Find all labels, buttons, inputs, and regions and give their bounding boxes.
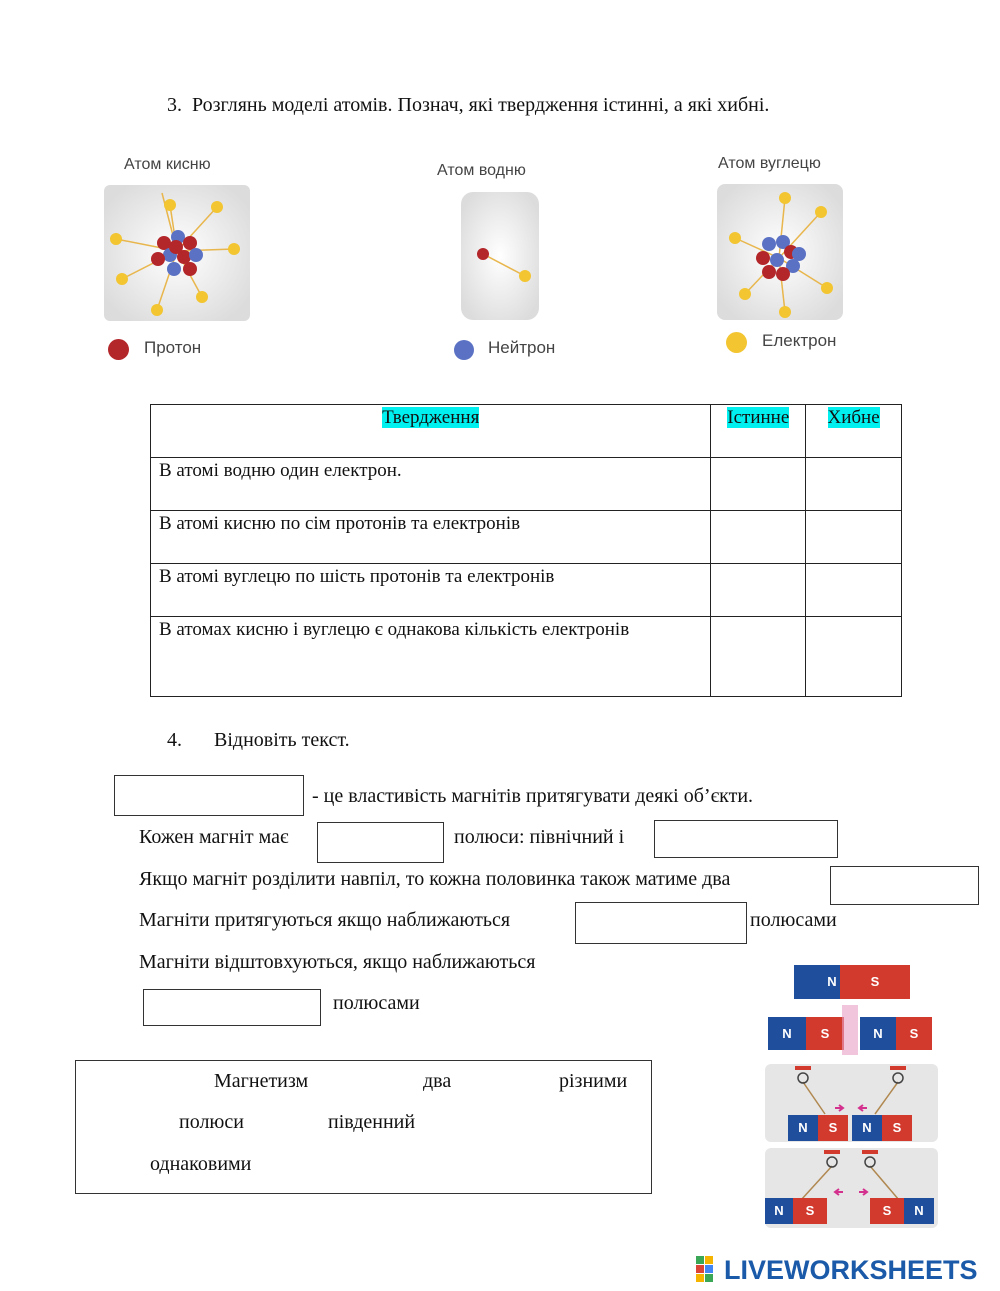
split-magnet-north-2: N bbox=[860, 1017, 896, 1050]
hydrogen-atom-image bbox=[461, 192, 539, 320]
split-magnet-north-1: N bbox=[768, 1017, 806, 1050]
header-statement: Твердження bbox=[382, 407, 480, 428]
repel-north-1: N bbox=[765, 1198, 793, 1224]
answer-field-3[interactable] bbox=[654, 820, 838, 858]
attract-south-1: S bbox=[818, 1115, 848, 1141]
answer-field-1[interactable] bbox=[114, 775, 304, 816]
statement-cell: В атомі вуглецю по шість протонів та електронів bbox=[151, 564, 711, 617]
fill-line-5: Магніти відштовхуються, якщо наближаються bbox=[139, 951, 536, 973]
liveworksheets-logo-icon bbox=[696, 1256, 722, 1284]
true-answer-cell[interactable] bbox=[711, 511, 806, 564]
neutron-legend-dot bbox=[454, 340, 474, 360]
fill-line-1: - це властивість магнітів притягувати деякі об’єкти. bbox=[312, 785, 754, 807]
false-answer-cell[interactable] bbox=[806, 511, 902, 564]
question-3-title bbox=[167, 94, 769, 117]
liveworksheets-logo bbox=[696, 1255, 978, 1285]
question-4-text: Відновіть текст. bbox=[214, 729, 350, 751]
word-bank-item[interactable]: полюси bbox=[179, 1111, 244, 1133]
fill-line-4a: Магніти притягуються якщо наближаються bbox=[139, 909, 511, 931]
fill-line-6: полюсами bbox=[333, 992, 420, 1014]
word-bank-item[interactable]: різними bbox=[559, 1070, 628, 1092]
carbon-atom-image bbox=[717, 184, 843, 320]
neutron-legend-label: Нейтрон bbox=[488, 338, 556, 357]
magnet-south-pole: S bbox=[840, 965, 910, 999]
split-magnet-south-1: S bbox=[806, 1017, 844, 1050]
answer-field-2[interactable] bbox=[317, 822, 444, 863]
question-3-number: 3. bbox=[167, 94, 182, 116]
magnet-north-pole: N bbox=[794, 965, 870, 999]
word-bank bbox=[75, 1060, 652, 1194]
proton-legend-dot bbox=[108, 339, 129, 360]
true-answer-cell[interactable] bbox=[711, 617, 806, 697]
table-row bbox=[151, 511, 902, 564]
table-row bbox=[151, 564, 902, 617]
proton-legend-label: Протон bbox=[144, 338, 202, 357]
fill-line-3: Якщо магніт розділити навпіл, то кожна половинка також матиме два bbox=[139, 868, 731, 890]
repel-north-2: N bbox=[904, 1198, 934, 1224]
electron-legend-label: Електрон bbox=[762, 331, 837, 350]
statement-cell: В атомах кисню і вуглецю є однакова кількість електронів bbox=[151, 617, 711, 697]
attract-north-1: N bbox=[788, 1115, 818, 1141]
header-true: Істинне bbox=[727, 407, 790, 428]
atom-label-hydrogen: Атом водню bbox=[437, 162, 526, 179]
answer-field-4[interactable] bbox=[830, 866, 979, 905]
table-header-row bbox=[151, 405, 902, 458]
electron-legend-dot bbox=[726, 332, 747, 353]
atom-label-oxygen: Атом кисню bbox=[124, 156, 211, 173]
statements-table bbox=[150, 404, 902, 697]
repel-south-2: S bbox=[870, 1198, 904, 1224]
statement-cell: В атомі кисню по сім протонів та електронів bbox=[151, 511, 711, 564]
word-bank-item[interactable]: південний bbox=[328, 1111, 416, 1133]
answer-field-5[interactable] bbox=[575, 902, 747, 944]
oxygen-atom-image bbox=[104, 185, 250, 321]
header-false: Хибне bbox=[827, 407, 880, 428]
question-3-text: Розглянь моделі атомів. Познач, які твердження істинні, а які хибні. bbox=[192, 94, 770, 116]
split-plane bbox=[842, 1005, 858, 1055]
attract-south-2: S bbox=[882, 1115, 912, 1141]
question-4-number: 4. bbox=[167, 729, 182, 751]
word-bank-item[interactable]: однаковими bbox=[150, 1153, 252, 1175]
word-bank-item[interactable]: Магнетизм bbox=[214, 1070, 309, 1092]
table-row bbox=[151, 617, 902, 697]
attract-north-2: N bbox=[852, 1115, 882, 1141]
logo-text: LIVEWORKSHEETS bbox=[724, 1254, 978, 1285]
question-4-title bbox=[167, 729, 350, 752]
answer-field-6[interactable] bbox=[143, 989, 321, 1026]
statement-cell: В атомі водню один електрон. bbox=[151, 458, 711, 511]
true-answer-cell[interactable] bbox=[711, 458, 806, 511]
fill-line-2a: Кожен магніт має bbox=[139, 826, 289, 848]
magnets-illustration bbox=[760, 960, 940, 1230]
true-answer-cell[interactable] bbox=[711, 564, 806, 617]
table-row bbox=[151, 458, 902, 511]
fill-line-4b: полюсами bbox=[750, 909, 837, 931]
word-bank-item[interactable]: два bbox=[423, 1070, 452, 1092]
false-answer-cell[interactable] bbox=[806, 458, 902, 511]
split-magnet-south-2: S bbox=[896, 1017, 932, 1050]
atom-label-carbon: Атом вуглецю bbox=[718, 155, 821, 172]
false-answer-cell[interactable] bbox=[806, 564, 902, 617]
repel-south-1: S bbox=[793, 1198, 827, 1224]
fill-line-2b: полюси: північний і bbox=[454, 826, 625, 848]
false-answer-cell[interactable] bbox=[806, 617, 902, 697]
